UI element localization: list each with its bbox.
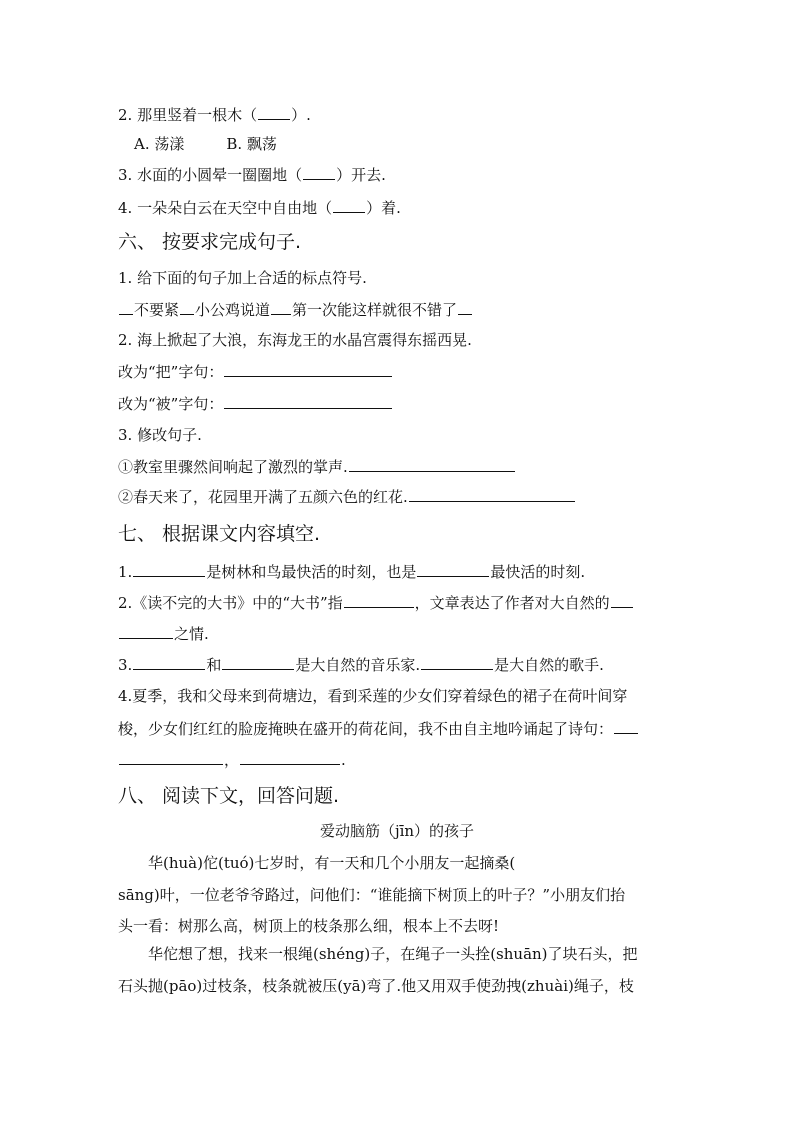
- s6-q2a: 改为“把”字句：: [118, 361, 393, 382]
- answer-blank[interactable]: [222, 654, 294, 670]
- passage-p4: 华佗想了想，找来一根绳(shéng)子，在绳子一头拴(shuān)了块石头，把: [148, 945, 638, 963]
- section-8-heading: 八、 阅读下文，回答问题.: [118, 785, 340, 807]
- answer-blank[interactable]: [611, 592, 633, 608]
- s6-q3a: ①教室里骤然间响起了激烈的掌声.: [118, 456, 516, 477]
- answer-line[interactable]: [409, 486, 575, 502]
- answer-blank[interactable]: [303, 164, 335, 180]
- s6-q2b: 改为“被”字句：: [118, 393, 393, 414]
- answer-blank[interactable]: [133, 561, 205, 577]
- punct-blank[interactable]: [119, 299, 133, 315]
- answer-blank[interactable]: [258, 104, 290, 120]
- answer-line[interactable]: [224, 361, 392, 377]
- answer-blank[interactable]: [333, 197, 365, 213]
- passage-p3: 头一看：树那么高，树顶上的枝条那么细，根本上不去呀!: [118, 917, 500, 935]
- s7-l4-line1: 4.夏季，我和父母来到荷塘边，看到采莲的少女们穿着绿色的裙子在荷叶间穿: [118, 687, 628, 705]
- passage-p2: sāng)叶，一位老爷爷路过，问他们：“谁能摘下树顶上的叶子？”小朋友们抬: [118, 886, 626, 904]
- s7-l4-line2: 梭，少女们红红的脸庞掩映在盛开的荷花间，我不由自主地吟诵起了诗句：: [118, 718, 639, 739]
- punct-blank[interactable]: [271, 299, 291, 315]
- answer-blank[interactable]: [133, 654, 205, 670]
- passage-p1: 华(huà)佗(tuó)七岁时，有一天和几个小朋友一起摘桑(: [148, 854, 516, 872]
- passage-p5: 石头抛(pāo)过枝条，枝条就被压(yā)弯了.他又用双手使劲拽(zhuài)绳子，枝: [118, 977, 634, 995]
- answer-blank[interactable]: [417, 561, 489, 577]
- s7-l2: 2.《读不完的大书》中的“大书”指 ，文章表达了作者对大自然的: [118, 592, 634, 613]
- s6-q3b: ②春天来了，花园里开满了五颜六色的红花.: [118, 486, 576, 507]
- s5-q2-options: A. 荡漾 B. 飘荡: [134, 135, 277, 153]
- section-7-heading: 七、 根据课文内容填空.: [118, 523, 321, 545]
- punct-blank[interactable]: [180, 299, 194, 315]
- s7-l4-line3: ， .: [118, 749, 346, 770]
- answer-line[interactable]: [349, 456, 515, 472]
- answer-blank[interactable]: [614, 718, 638, 734]
- s5-q4: 4. 一朵朵白云在天空中自由地（ ）着.: [118, 199, 401, 217]
- passage-title: 爱动脑筋（jīn）的孩子: [319, 822, 475, 840]
- s6-q1: 1. 给下面的句子加上合适的标点符号.: [118, 269, 367, 287]
- s7-l2-cont: 之情.: [118, 623, 209, 644]
- s5-q2: 2. 那里竖着一根木（ ）.: [118, 106, 311, 124]
- s6-q2: 2. 海上掀起了大浪，东海龙王的水晶宫震得东摇西晃.: [118, 331, 472, 349]
- s7-l3: 3. 和 是大自然的音乐家. 是大自然的歌手.: [118, 656, 604, 674]
- punct-blank[interactable]: [458, 299, 472, 315]
- s5-q3: 3. 水面的小圆晕一圈圈地（ ）开去.: [118, 166, 386, 184]
- section-6-heading: 六、 按要求完成句子.: [118, 231, 302, 253]
- answer-blank[interactable]: [240, 749, 340, 765]
- s6-q3: 3. 修改句子.: [118, 426, 202, 444]
- s7-l1: 1. 是树林和鸟最快活的时刻，也是 最快活的时刻.: [118, 563, 586, 581]
- s6-q1-sentence: 不要紧 小公鸡说道 第一次能这样就很不错了: [118, 299, 473, 320]
- answer-blank[interactable]: [119, 623, 173, 639]
- answer-blank[interactable]: [119, 749, 223, 765]
- answer-blank[interactable]: [344, 592, 414, 608]
- answer-blank[interactable]: [421, 654, 493, 670]
- answer-line[interactable]: [224, 393, 392, 409]
